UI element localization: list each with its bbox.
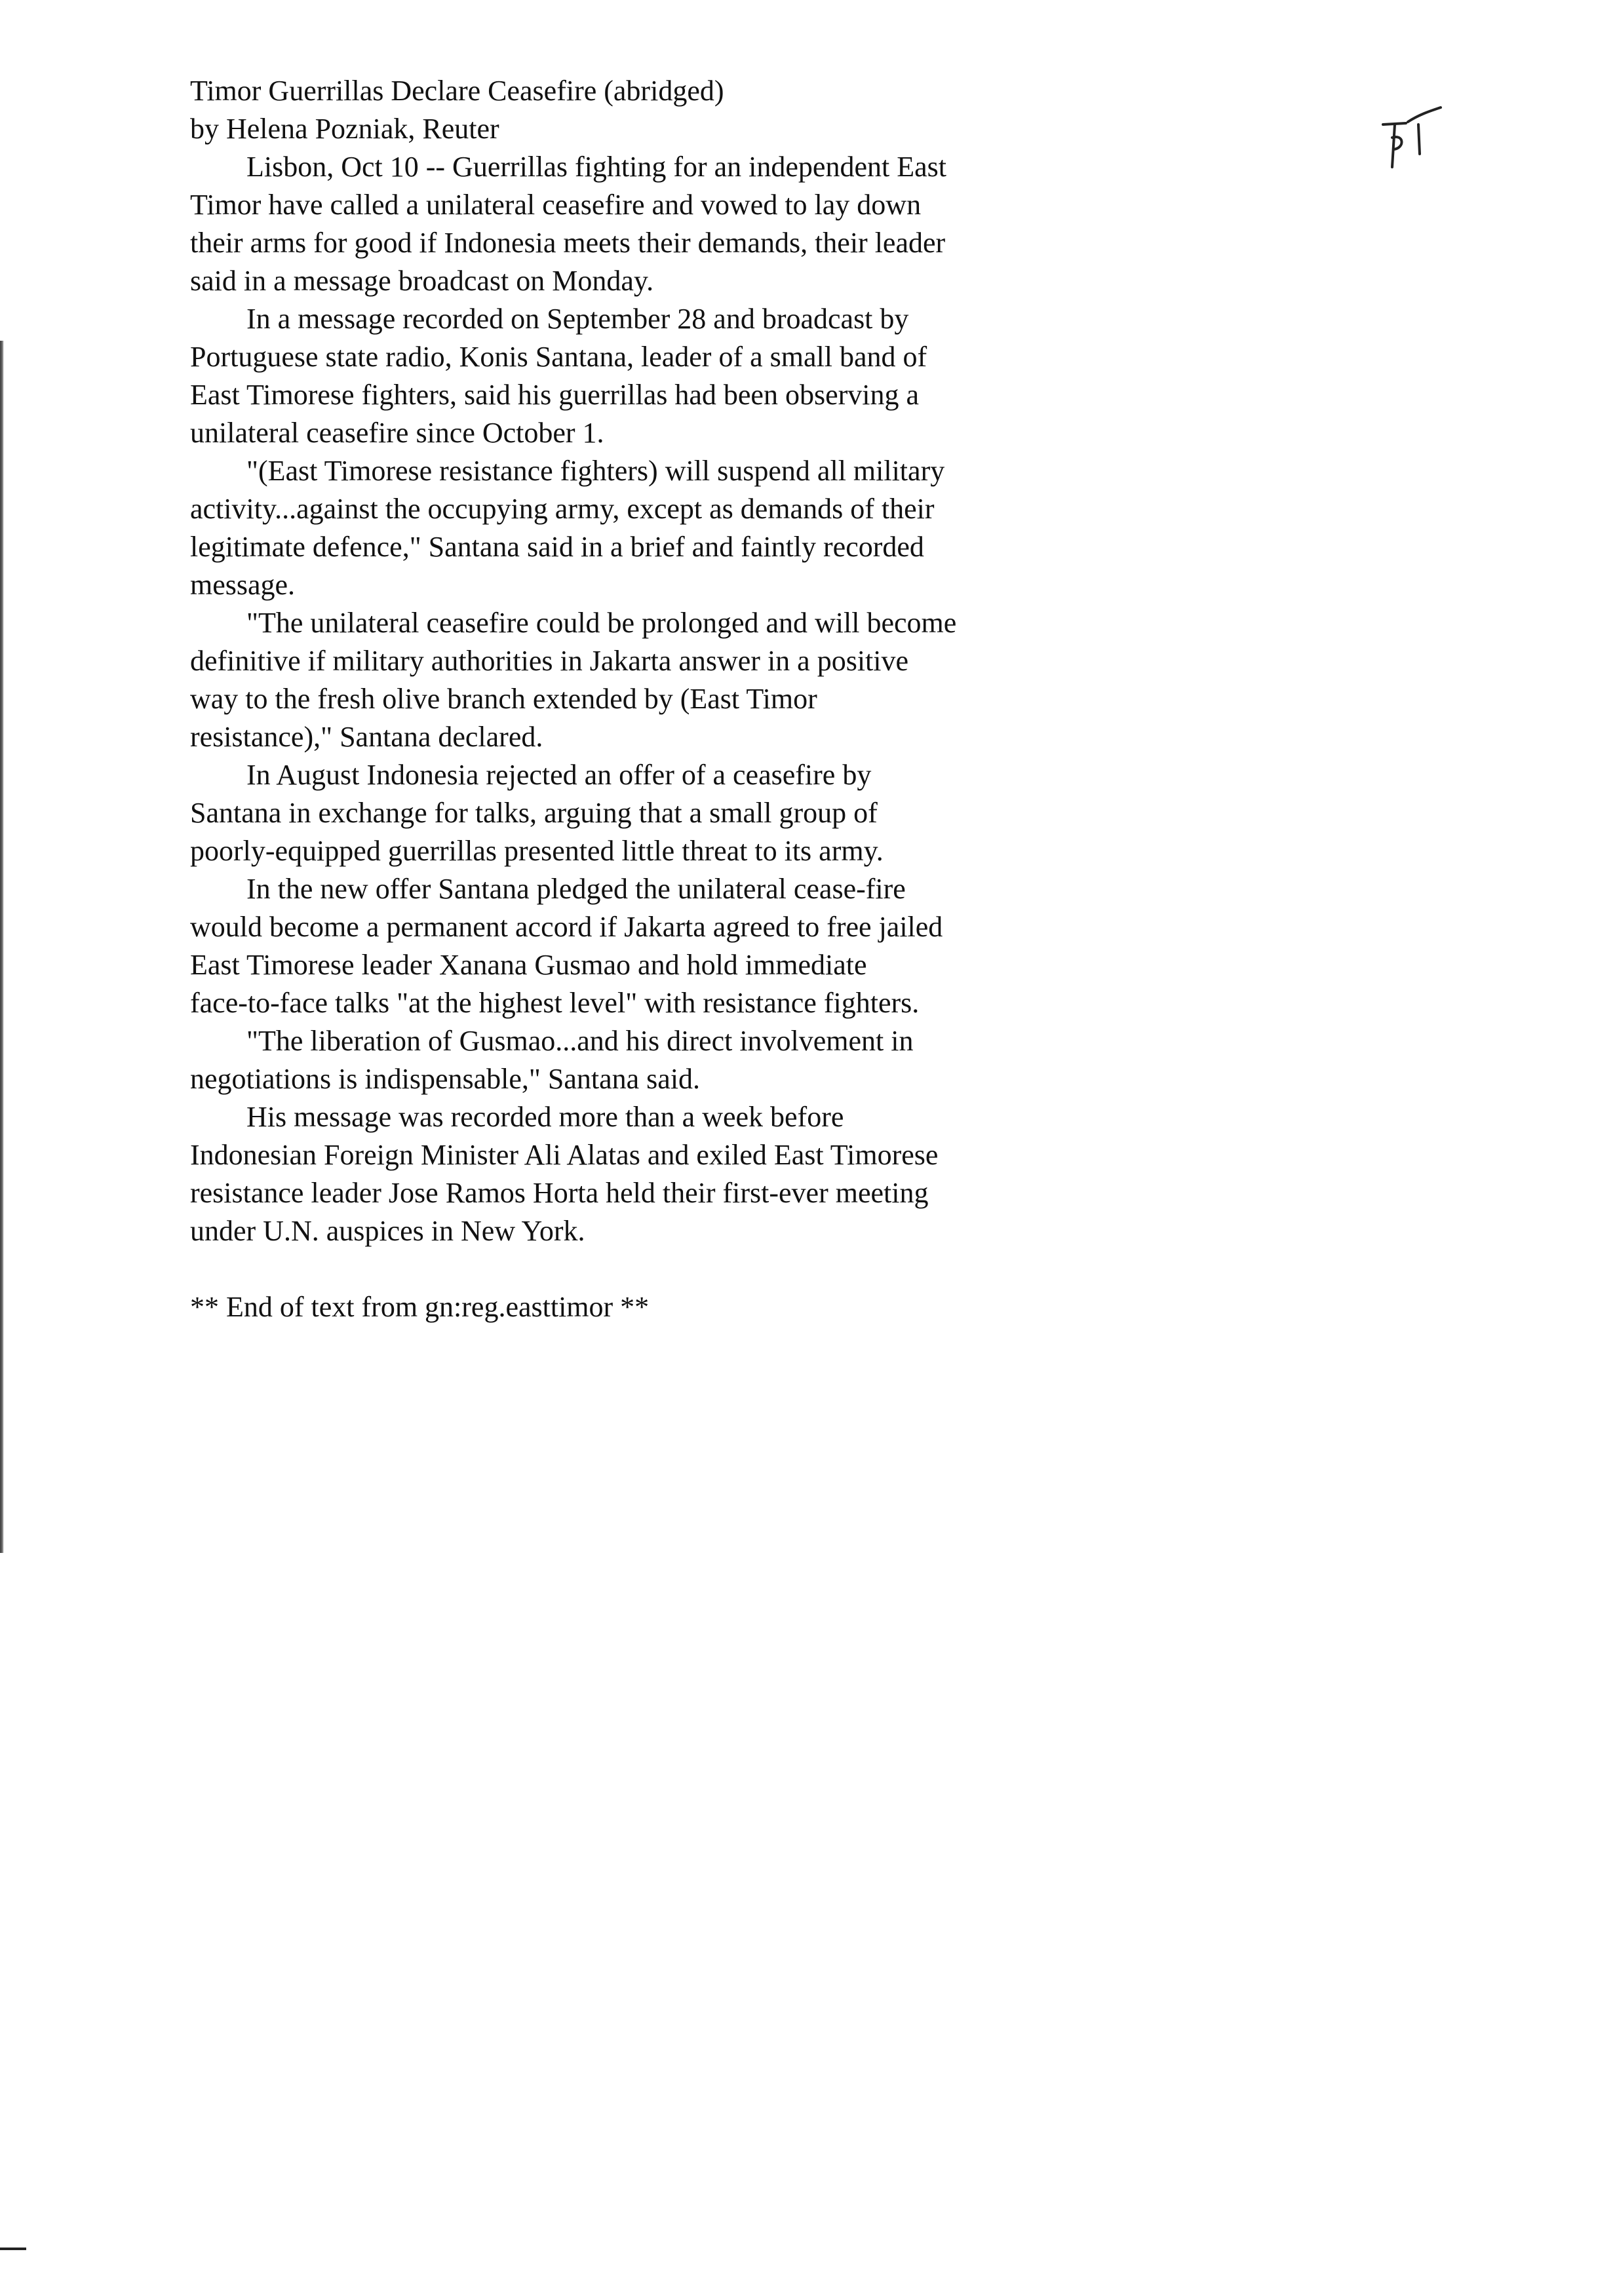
- article-line: resistance)," Santana declared.: [190, 721, 543, 753]
- article-byline: by Helena Pozniak, Reuter: [190, 113, 499, 145]
- article-line: way to the fresh olive branch extended by (East Timor: [190, 683, 817, 715]
- article-line: Timor have called a unilateral ceasefire and vowed to lay down: [190, 189, 922, 221]
- article-line: under U.N. auspices in New York.: [190, 1215, 585, 1247]
- article-line: their arms for good if Indonesia meets their demands, their leader: [190, 227, 946, 259]
- article-line: "(East Timorese resistance fighters) will suspend all military: [246, 455, 945, 487]
- article-line: definitive if military authorities in Jakarta answer in a positive: [190, 645, 909, 677]
- article-line: In August Indonesia rejected an offer of a ceasefire by: [246, 759, 872, 791]
- end-of-text-footer: ** End of text from gn:reg.easttimor **: [190, 1291, 650, 1323]
- article-line: Indonesian Foreign Minister Ali Alatas and exiled East Timorese: [190, 1139, 939, 1171]
- article-line: His message was recorded more than a week before: [246, 1101, 844, 1133]
- article-line: message.: [190, 569, 296, 601]
- article-line: face-to-face talks "at the highest level" with resistance fighters.: [190, 987, 920, 1019]
- article-line: said in a message broadcast on Monday.: [190, 265, 654, 297]
- article-line: unilateral ceasefire since October 1.: [190, 417, 604, 449]
- article-line: poorly-equipped guerrillas presented little threat to its army.: [190, 835, 884, 867]
- article-title: Timor Guerrillas Declare Ceasefire (abridged): [190, 75, 724, 107]
- article-line: In a message recorded on September 28 and broadcast by: [246, 303, 909, 335]
- article-line: Portuguese state radio, Konis Santana, leader of a small band of: [190, 341, 927, 373]
- article-line: East Timorese fighters, said his guerrillas had been observing a: [190, 379, 920, 411]
- article-line: would become a permanent accord if Jakarta agreed to free jailed: [190, 911, 943, 943]
- handwritten-pt-mark: [1370, 105, 1449, 183]
- article-line: East Timorese leader Xanana Gusmao and hold immediate: [190, 949, 867, 981]
- article-text-lines: [190, 148, 1121, 1250]
- article-line: "The unilateral ceasefire could be prolonged and will become: [246, 607, 957, 639]
- article-line: resistance leader Jose Ramos Horta held their first-ever meeting: [190, 1177, 929, 1209]
- article-line: activity...against the occupying army, except as demands of their: [190, 493, 935, 525]
- article-line: Lisbon, Oct 10 -- Guerrillas fighting for an independent East: [246, 151, 946, 183]
- article-line: "The liberation of Gusmao...and his direct involvement in: [246, 1025, 914, 1057]
- article-line: legitimate defence," Santana said in a brief and faintly recorded: [190, 531, 924, 563]
- scan-artifact-mark: [0, 2248, 26, 2250]
- article-body: [190, 72, 1121, 1326]
- article-line: In the new offer Santana pledged the unilateral cease-fire: [246, 873, 906, 905]
- article-line: Santana in exchange for talks, arguing that a small group of: [190, 797, 878, 829]
- scan-shadow-edge: [0, 341, 4, 1553]
- article-line: negotiations is indispensable," Santana said.: [190, 1063, 701, 1095]
